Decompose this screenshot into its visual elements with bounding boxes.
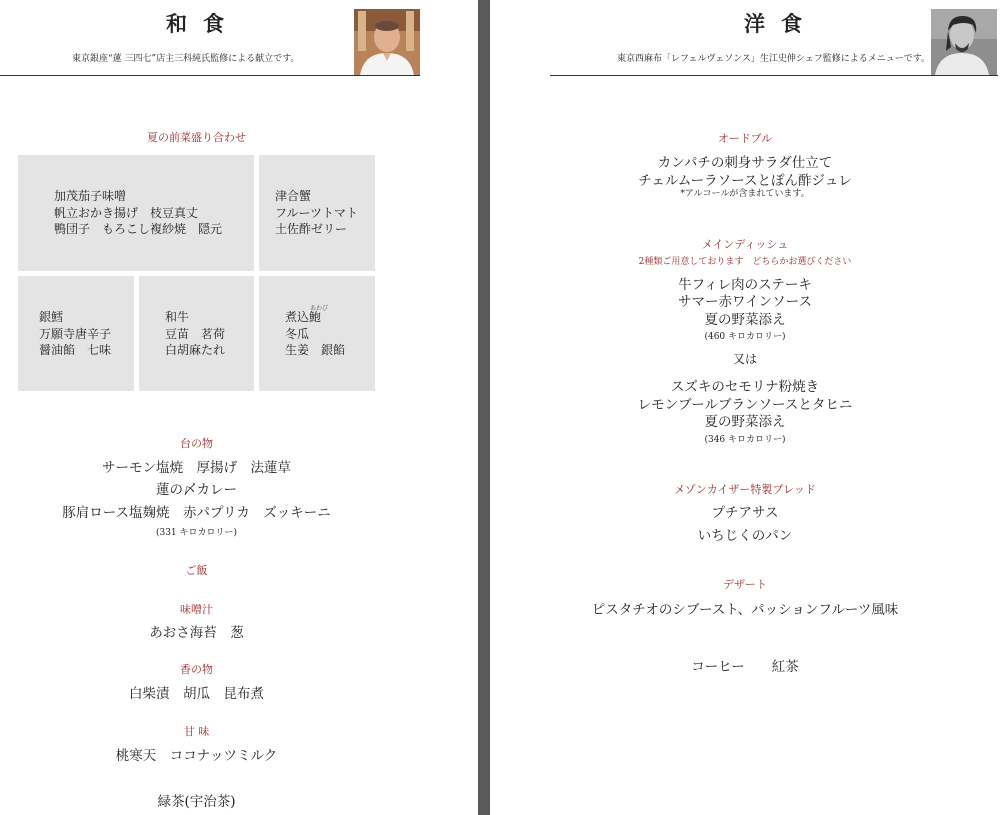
zensai-item: 和牛: [165, 310, 190, 324]
zensai-item: 白胡麻たれ: [165, 343, 226, 357]
zensai-item: 銀鱈: [39, 310, 64, 324]
dai-line-1: サーモン塩焼 厚揚げ 法蓮草: [102, 460, 291, 476]
page-divider: [478, 0, 490, 815]
zensai-item: 冬瓜: [285, 326, 310, 341]
main-or: 又は: [732, 352, 757, 366]
zensai-box-3: [18, 276, 134, 391]
zensai-box-1: [18, 155, 254, 271]
hors-note: *アルコールが含まれています。: [680, 189, 810, 199]
dessert-line: ピスタチオのシブースト、パッションフルーツ風味: [591, 602, 899, 618]
tea-line: 緑茶(宇治茶): [157, 794, 236, 810]
main-heading: メインディッシュ: [701, 238, 789, 251]
miso-heading: 味噌汁: [180, 603, 213, 616]
main-opt2-line-3: 夏の野菜添え: [704, 414, 786, 430]
main-opt2-line-1: スズキのセモリナ粉焼き: [670, 379, 820, 395]
drinks-line: コーヒー 紅茶: [691, 659, 799, 675]
bread-line-2: いちじくのパン: [697, 528, 793, 544]
washoku-title: 和食: [166, 11, 240, 36]
zensai-item: 醤油餡 七味: [39, 343, 112, 357]
zensai-item: 加茂茄子味噌: [54, 189, 127, 203]
chef-portrait-mishina: [354, 9, 420, 75]
yoshoku-page: [490, 0, 1008, 815]
main-cal-1: (460 キロカロリー): [704, 332, 786, 342]
washoku-subtitle: 東京銀座“蓮 三四七”店主三科純氏監修による献立です。: [72, 54, 300, 64]
zensai-item: 津合蟹: [275, 189, 312, 203]
hors-line-1: カンパチの刺身サラダ仕立て: [657, 155, 833, 171]
zensai-item: フルーツトマト: [275, 205, 359, 220]
miso-line: あおさ海苔 葱: [149, 625, 244, 641]
dai-line-3: 豚肩ロース塩麹焼 赤パプリカ ズッキーニ: [62, 505, 331, 521]
yoshoku-subtitle: 東京西麻布「レフェルヴェソンス」生江史伸シェフ監修によるメニューです。: [617, 54, 931, 64]
zensai-item: 煮込鮑: [285, 310, 322, 324]
zensai-item: 生姜 銀餡: [285, 343, 346, 357]
konomono-heading: 香の物: [180, 663, 213, 676]
zensai-heading: 夏の前菜盛り合わせ: [147, 131, 246, 144]
yoshoku-title: 洋食: [744, 11, 818, 36]
zensai-box-5: [259, 276, 375, 391]
hors-line-2: チェルムーラソースとぽん酢ジュレ: [638, 173, 852, 189]
main-subheading: 2種類ご用意しております どちらかお選びください: [638, 257, 852, 267]
zensai-box-2: [259, 155, 375, 271]
bread-line-1: プチアサス: [711, 505, 779, 521]
main-opt1-line-3: 夏の野菜添え: [704, 312, 786, 328]
amami-heading: 甘 味: [183, 725, 210, 738]
main-cal-2: (346 キロカロリー): [704, 435, 786, 445]
chef-portrait-namae: [931, 9, 997, 75]
bread-heading: メゾンカイザー特製ブレッド: [674, 483, 816, 496]
hors-heading: オードブル: [717, 132, 773, 145]
header-rule: [0, 75, 420, 76]
zensai-box-4: [139, 276, 254, 391]
dai-line-2: 蓮の〆カレー: [156, 482, 237, 498]
zensai-item: 土佐酢ゼリー: [275, 222, 348, 236]
main-opt1-line-2: サマー赤ワインソース: [678, 294, 812, 310]
amami-line: 桃寒天 ココナッツミルク: [115, 748, 278, 764]
main-opt1-line-1: 牛フィレ肉のステーキ: [678, 277, 812, 293]
konomono-line: 白柴漬 胡瓜 昆布煮: [129, 686, 264, 702]
zensai-item: 豆苗 茗荷: [165, 326, 226, 341]
ruby-awabi: あわび: [310, 305, 329, 312]
main-opt2-line-2: レモンブールブランソースとタヒニ: [637, 397, 853, 413]
dai-heading: 台の物: [180, 437, 213, 450]
gohan-heading: ご飯: [185, 564, 208, 577]
zensai-item: 鴨団子 もろこし複紗焼 隠元: [54, 222, 223, 236]
zensai-item: 万願寺唐辛子: [39, 326, 112, 341]
washoku-page: [0, 0, 478, 815]
zensai-item: 帆立おかき揚げ 枝豆真丈: [54, 205, 199, 220]
dessert-heading: デザート: [723, 578, 767, 591]
dai-calories: (331 キロカロリー): [155, 528, 238, 538]
header-rule: [550, 75, 998, 76]
